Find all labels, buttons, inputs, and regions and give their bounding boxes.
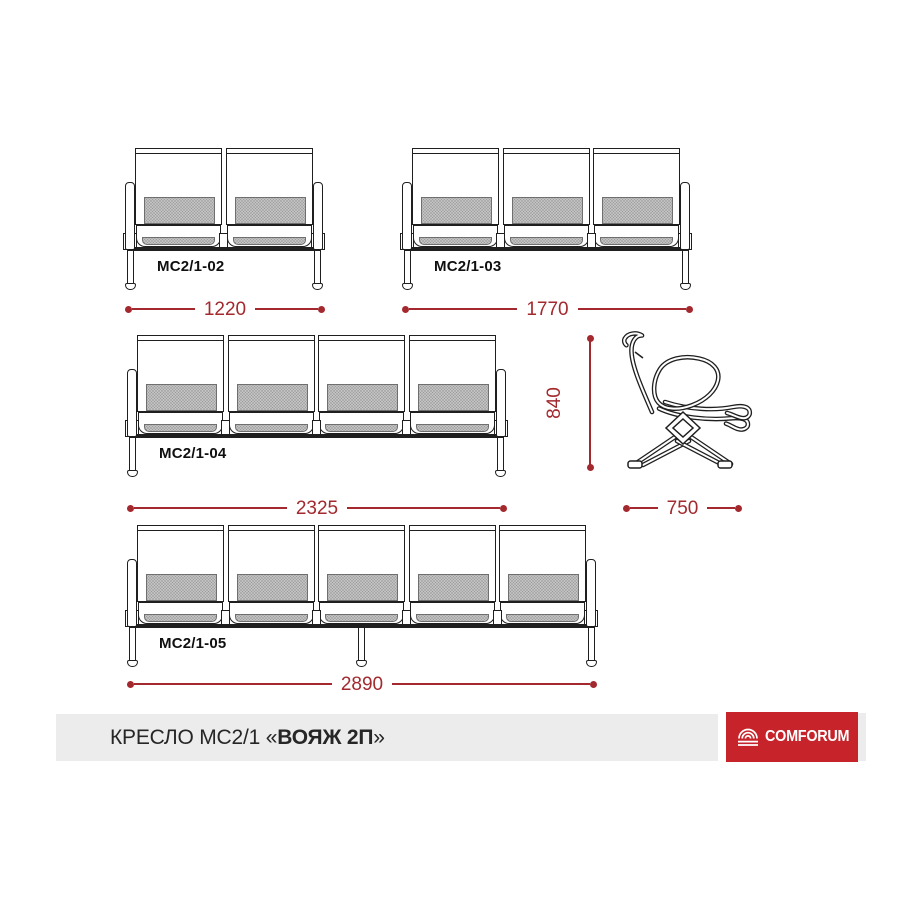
seat-pad — [506, 614, 579, 622]
seat-pad — [600, 237, 673, 245]
seat-pan — [138, 602, 223, 624]
backrest-top-line — [227, 153, 312, 155]
chair-foot-left — [628, 461, 642, 468]
dim-line — [134, 507, 287, 509]
title-model-name: ВОЯЖ 2П — [277, 725, 374, 749]
product-title — [56, 726, 385, 750]
dim-dot — [127, 505, 134, 512]
seat-pad — [325, 614, 398, 622]
bench-leg — [358, 627, 365, 661]
seat-pan — [413, 225, 498, 247]
seat-pad — [144, 424, 217, 432]
backrest-pad — [327, 384, 398, 411]
backrest-top-line — [319, 340, 404, 342]
armrest-left — [125, 182, 135, 250]
chair-foot-right — [718, 461, 732, 468]
dim-value: 2890 — [340, 673, 384, 695]
logo-side-tab — [858, 713, 866, 761]
armrest-left — [127, 369, 137, 437]
bench-model-label: МС2/1-04 — [159, 445, 227, 462]
dim-line — [630, 507, 658, 509]
dim-value: 2325 — [295, 497, 339, 519]
bench-model-label: МС2/1-03 — [434, 258, 502, 275]
backrest-top-line — [319, 530, 404, 532]
armrest-left — [127, 559, 137, 627]
bench-leg — [682, 250, 689, 284]
armrest-right — [586, 559, 596, 627]
backrest-pad — [237, 574, 308, 601]
bench-leg — [129, 627, 136, 661]
seat-pad — [142, 237, 215, 245]
bench-drawing — [125, 148, 323, 298]
seat-backrest — [499, 525, 586, 602]
seat-backrest — [318, 525, 405, 602]
bench-drawing — [127, 525, 596, 675]
seat-pan — [138, 412, 223, 434]
seat-backrest — [228, 335, 315, 412]
seat-pad — [233, 237, 306, 245]
seat-pad — [510, 237, 583, 245]
bench-foot — [680, 283, 691, 290]
seat-pan — [227, 225, 312, 247]
bench-leg — [497, 437, 504, 471]
seat-backrest — [135, 148, 222, 225]
bench-drawing — [402, 148, 690, 298]
quote-close: » — [373, 725, 385, 749]
seat-pad — [416, 424, 489, 432]
dim-value: 1770 — [526, 298, 569, 320]
seat-pad — [325, 424, 398, 432]
title-prefix: КРЕСЛО МС2/1 — [110, 725, 266, 749]
footer-bar — [56, 714, 718, 761]
seat-pan — [594, 225, 679, 247]
dim-dot — [587, 335, 594, 342]
seat-backrest — [318, 335, 405, 412]
dim-dot — [735, 505, 742, 512]
bench-width-dimension — [402, 298, 693, 320]
seat-pan — [504, 225, 589, 247]
dim-line — [409, 308, 517, 310]
bench-leg — [314, 250, 321, 284]
bench-beam — [127, 247, 321, 251]
seat-pad — [144, 614, 217, 622]
backrest-top-line — [229, 340, 314, 342]
seat-pad — [416, 614, 489, 622]
dim-value: 750 — [666, 497, 699, 519]
seat-pan — [319, 412, 404, 434]
bench-foot — [356, 660, 367, 667]
seat-pan — [319, 602, 404, 624]
dim-line — [134, 683, 332, 685]
bench-model-label: МС2/1-02 — [157, 258, 225, 275]
seat-pan — [229, 602, 314, 624]
seat-backrest — [226, 148, 313, 225]
seat-pad — [419, 237, 492, 245]
backrest-pad — [508, 574, 579, 601]
bench-foot — [586, 660, 597, 667]
seat-backrest — [503, 148, 590, 225]
seat-pan — [410, 412, 495, 434]
seat-pan — [500, 602, 585, 624]
backrest-top-line — [413, 153, 498, 155]
backrest-pad — [418, 574, 489, 601]
seat-backrest — [228, 525, 315, 602]
dim-value: 840 — [544, 386, 565, 419]
bench-drawing — [127, 335, 506, 485]
backrest-pad — [421, 197, 492, 224]
seat-pan — [410, 602, 495, 624]
bench-beam — [404, 247, 688, 251]
seat-backrest — [137, 335, 224, 412]
dim-dot — [402, 306, 409, 313]
armrest-left — [402, 182, 412, 250]
dim-line — [589, 338, 591, 467]
dim-line — [392, 683, 590, 685]
backrest-pad — [512, 197, 583, 224]
armrest-right — [680, 182, 690, 250]
backrest-top-line — [500, 530, 585, 532]
seat-pan — [229, 412, 314, 434]
backrest-top-line — [138, 530, 223, 532]
dim-dot — [500, 505, 507, 512]
backrest-top-line — [410, 530, 495, 532]
backrest-top-line — [229, 530, 314, 532]
bench-width-dimension — [127, 497, 507, 519]
dim-line — [578, 308, 686, 310]
bench-leg — [129, 437, 136, 471]
dim-line — [255, 308, 318, 310]
bench-model-label: МС2/1-05 — [159, 635, 227, 652]
seat-backrest — [137, 525, 224, 602]
seat-depth-dimension — [623, 497, 742, 519]
backrest-pad — [418, 384, 489, 411]
seat-backrest — [409, 525, 496, 602]
seat-pad — [235, 614, 308, 622]
dim-dot — [127, 681, 134, 688]
bench-width-dimension — [127, 673, 597, 695]
comforum-arcs-icon — [736, 726, 760, 748]
dim-dot — [587, 464, 594, 471]
bench-beam — [129, 434, 504, 438]
bench-foot — [125, 283, 136, 290]
dim-value: 1220 — [203, 298, 247, 320]
dim-dot — [590, 681, 597, 688]
bench-foot — [402, 283, 413, 290]
backrest-pad — [327, 574, 398, 601]
seat-pad — [235, 424, 308, 432]
bench-foot — [312, 283, 323, 290]
dim-dot — [318, 306, 325, 313]
bench-leg — [588, 627, 595, 661]
dim-dot — [125, 306, 132, 313]
backrest-pad — [146, 574, 217, 601]
chair-back-tube — [624, 333, 652, 412]
backrest-pad — [144, 197, 215, 224]
backrest-pad — [602, 197, 673, 224]
armrest-right — [496, 369, 506, 437]
seat-backrest — [409, 335, 496, 412]
bench-width-dimension — [125, 298, 325, 320]
seat-backrest — [412, 148, 499, 225]
bench-leg — [127, 250, 134, 284]
seat-backrest — [593, 148, 680, 225]
backrest-top-line — [410, 340, 495, 342]
dim-dot — [623, 505, 630, 512]
comforum-logo — [726, 712, 858, 762]
backrest-top-line — [138, 340, 223, 342]
dim-line — [707, 507, 735, 509]
dim-line — [347, 507, 500, 509]
quote-open: « — [265, 725, 278, 749]
side-view-chair — [605, 325, 755, 475]
backrest-top-line — [136, 153, 221, 155]
dim-dot — [686, 306, 693, 313]
dim-line — [132, 308, 195, 310]
seat-pan — [136, 225, 221, 247]
bench-foot — [127, 470, 138, 477]
backrest-top-line — [594, 153, 679, 155]
bench-foot — [127, 660, 138, 667]
armrest-right — [313, 182, 323, 250]
backrest-top-line — [504, 153, 589, 155]
backrest-pad — [235, 197, 306, 224]
bench-foot — [495, 470, 506, 477]
backrest-pad — [237, 384, 308, 411]
backrest-pad — [146, 384, 217, 411]
brand-name: COMFORUM — [765, 728, 850, 745]
bench-leg — [404, 250, 411, 284]
